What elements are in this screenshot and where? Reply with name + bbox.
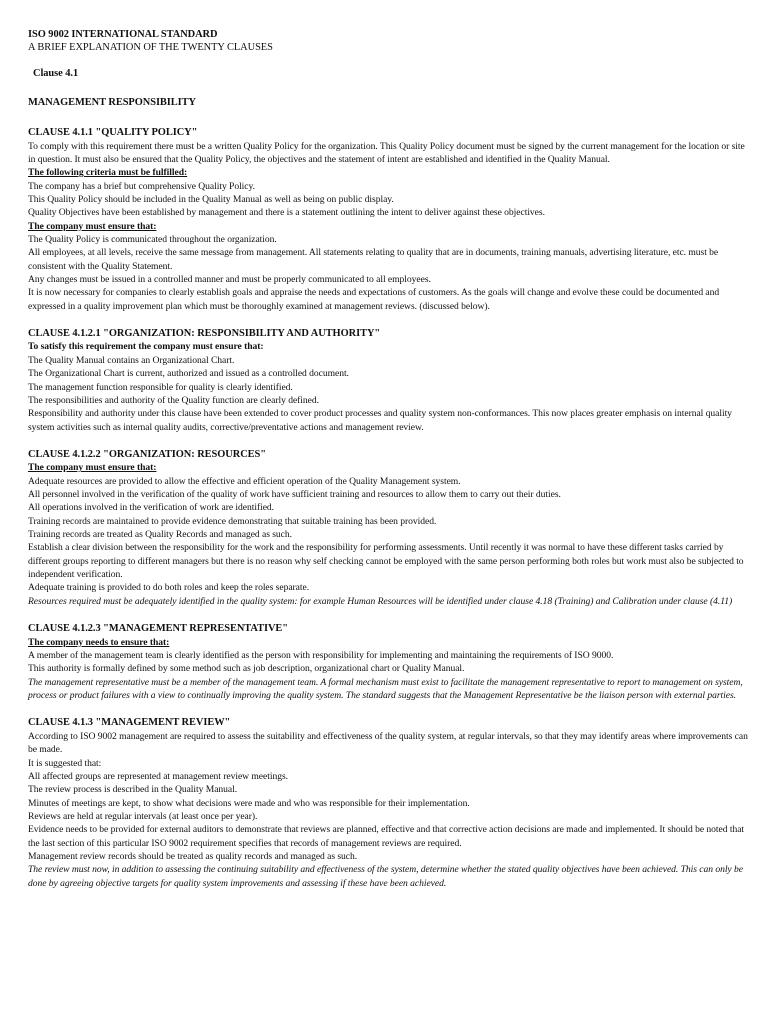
paragraph: The Quality Manual contains an Organizational Chart. <box>28 354 235 366</box>
paragraph: The Organizational Chart is current, authorized and issued as a controlled document. <box>28 368 349 380</box>
clause-heading: CLAUSE 4.1.1 "QUALITY POLICY" <box>28 127 198 138</box>
paragraph: The review process is described in the Quality Manual. <box>28 784 238 796</box>
paragraph: All employees, at all levels, receive the same message from management. All statements relating to quality that are in documents, training manuals, advertising literature, etc. must be consistent with the Quality Statement. <box>28 247 719 272</box>
paragraph: Adequate resources are provided to allow the effective and efficient operation of the Quality Management system. <box>28 475 461 487</box>
italic-note: Resources required must be adequately identified in the quality system: for example Human Resources will be identified under clause 4.18 (Training) and Calibration under clause (4.11) <box>28 595 733 607</box>
paragraph: According to ISO 9002 management are required to assess the suitability and effectiveness of the quality system, at regular intervals, so that they may identify areas where improvements can be made. <box>28 730 748 756</box>
clause-section <box>28 327 750 434</box>
section-title: MANAGEMENT RESPONSIBILITY <box>28 97 197 108</box>
paragraph: Responsibility and authority under this clause have been extended to cover product processes and quality system non-conformances. This now places greater emphasis on internal quality system activities such as internal quality audits, corrective/preventative actions and management review. <box>28 408 732 433</box>
paragraph: Any changes must be issued in a controlled manner and must be properly communicated to all employees. <box>28 273 431 285</box>
sections-container <box>28 126 750 890</box>
document-title: ISO 9002 INTERNATIONAL STANDARD <box>28 29 218 40</box>
clause-section <box>28 622 750 702</box>
paragraph: All affected groups are represented at management review meetings. <box>28 770 288 782</box>
paragraph: This authority is formally defined by some method such as job description, organizational chart or Quality Manual. <box>28 663 465 675</box>
paragraph: All operations involved in the verification of work are identified. <box>28 502 275 514</box>
italic-note: The management representative must be a member of the management team. A formal mechanism must exist to facilitate the management representative to report to management on system, process or product failures with a view to continually improving the quality system. The standard suggests that the Management Representative be the liaison person with external parties. <box>28 676 743 702</box>
criteria-subheading: The following criteria must be fulfilled: <box>28 167 188 179</box>
clause-section <box>28 126 750 313</box>
paragraph: Reviews are held at regular intervals (at least once per year). <box>28 810 258 822</box>
paragraph: The company has a brief but comprehensive Quality Policy. <box>28 180 255 192</box>
paragraph: Minutes of meetings are kept, to show what decisions were made and who was responsible for their implementation. <box>28 797 470 809</box>
requirement-subheading: To satisfy this requirement the company must ensure that: <box>28 341 264 353</box>
paragraph: Evidence needs to be provided for external auditors to demonstrate that reviews are planned, effective and that corrective action decisions are made and implemented. It should be noted that the last section of this particular ISO 9002 requirement specifies that records of management reviews are required. <box>28 824 745 849</box>
document-page <box>28 28 750 890</box>
clause-heading: CLAUSE 4.1.2.3 "MANAGEMENT REPRESENTATIVE" <box>28 623 288 635</box>
paragraph: Training records are maintained to provide evidence demonstrating that suitable training has been provided. <box>28 515 437 527</box>
criteria-subheading: The company must ensure that: <box>28 462 157 474</box>
clause-label: Clause 4.1 <box>33 68 79 79</box>
clause-heading: CLAUSE 4.1.2.1 "ORGANIZATION: RESPONSIBILITY AND AUTHORITY" <box>28 327 381 339</box>
clause-heading: CLAUSE 4.1.3 "MANAGEMENT REVIEW" <box>28 717 231 729</box>
clause-section <box>28 448 750 608</box>
paragraph: To comply with this requirement there must be a written Quality Policy for the organization. This Quality Policy document must be signed by the current management for the location or site in question. It must also be ensured that the Quality Policy, the objectives and the statement of intent are established and identified in the Quality Manual. <box>28 140 745 165</box>
paragraph: It is now necessary for companies to clearly establish goals and appraise the needs and expectations of customers. As the goals will change and evolve these could be documented and expressed in a quality improvement plan which must be thoroughly examined at management reviews. (discussed below). <box>28 287 720 312</box>
paragraph: The responsibilities and authority of the Quality function are clearly defined. <box>28 394 319 406</box>
paragraph: Quality Objectives have been established by management and there is a statement outlining the intent to deliver against these objectives. <box>28 207 545 219</box>
paragraph: The Quality Policy is communicated throughout the organization. <box>28 233 277 245</box>
paragraph: A member of the management team is clearly identified as the person with responsibility for implementing and maintaining the requirements of ISO 9000. <box>28 650 614 661</box>
paragraph: All personnel involved in the verification of the quality of work have sufficient training and resources to allow them to carry out their duties. <box>28 489 561 501</box>
paragraph: Training records are treated as Quality Records and managed as such. <box>28 529 292 541</box>
paragraph: This Quality Policy should be included in the Quality Manual as well as being on public display. <box>28 193 394 205</box>
italic-note: The review must now, in addition to assessing the continuing suitability and effectiveness of the system, determine whether the stated quality objectives have been achieved. This can only be done by agreeing objective targets for quality system improvements and assessing if these have been achieved. <box>28 864 743 889</box>
clause-heading: CLAUSE 4.1.2.2 "ORGANIZATION: RESOURCES" <box>28 448 266 460</box>
paragraph: Management review records should be treated as quality records and managed as such. <box>28 850 358 862</box>
paragraph: Establish a clear division between the responsibility for the work and the responsibility for performing assessments. Until recently it was normal to have these different tasks carried by different groups reporting to different managers but there is no reason why self checking cannot be employed with the same person performing both roles but work must also be subjected to independent verification. <box>28 542 744 581</box>
paragraph: It is suggested that: <box>28 757 102 769</box>
criteria-subheading: The company needs to ensure that: <box>28 636 170 648</box>
paragraph: The management function responsible for quality is clearly identified. <box>28 381 293 393</box>
document-subtitle: A BRIEF EXPLANATION OF THE TWENTY CLAUSES <box>28 42 273 53</box>
criteria-subheading: The company must ensure that: <box>28 220 157 232</box>
clause-section <box>28 716 750 890</box>
paragraph: Adequate training is provided to do both roles and keep the roles separate. <box>28 582 310 594</box>
